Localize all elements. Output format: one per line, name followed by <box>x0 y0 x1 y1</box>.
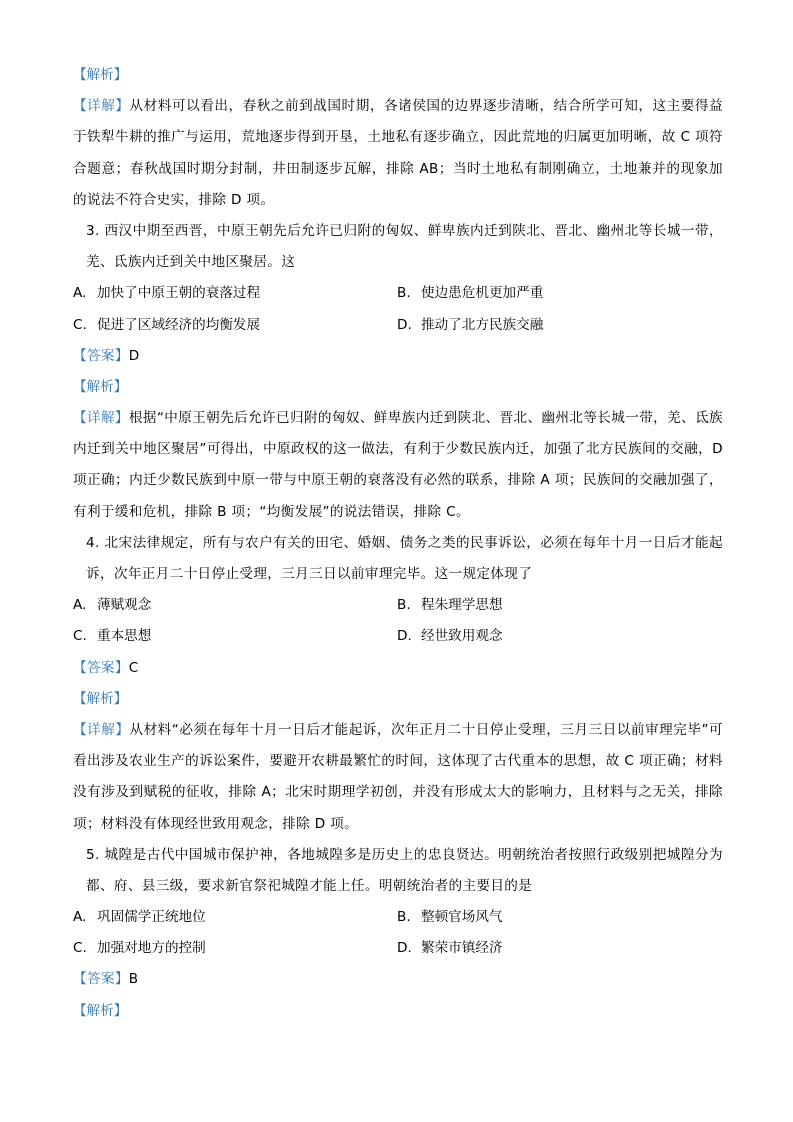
question-4-stem: 4. 北宋法律规定，所有与农户有关的田宅、婚姻、债务之类的民事诉讼，必须在每年十月一日后才能起 <box>86 534 723 551</box>
choice-d[interactable] <box>397 310 721 341</box>
answer-line <box>73 964 723 995</box>
answer-line <box>73 653 723 684</box>
question-5-stem: 5. 城隍是古代中国城市保护神，各地城隍多是历史上的忠良贤达。明朝统治者按照行政级别把城隍分为 <box>86 846 723 863</box>
answer-value: B <box>128 971 139 988</box>
question-3-choices-row <box>73 310 723 341</box>
detail-line: 看出涉及农业生产的诉讼案件，要避开农耕最繁忙的时间，这体现了古代重本的思想，故 C 项正确；材料 <box>73 753 723 770</box>
choice-letter: D. <box>397 628 412 645</box>
detail-text: 从材料可以看出，春秋之前到战国时期，各诸侯国的边界逐步清晰，结合所学可知，这主要得益 <box>129 98 723 115</box>
detail-line <box>73 403 723 434</box>
choice-letter: B. <box>397 909 411 926</box>
answer-tag: 【答案】 <box>73 971 129 988</box>
choice-letter: D. <box>397 940 412 957</box>
analysis-tag: 【解析】 <box>73 67 128 83</box>
detail-line: 有利于缓和危机，排除 B 项；“均衡发展”的说法错误，排除 C。 <box>73 503 470 520</box>
choice-text: 整顿官场风气 <box>421 909 503 926</box>
choice-b[interactable] <box>397 590 721 621</box>
detail-tag: 【详解】 <box>73 98 130 115</box>
detail-line: 没有涉及到赋税的征收，排除 A；北宋时期理学初创，并没有形成太大的影响力，且材料与之无关，排除 <box>73 784 723 801</box>
detail-line: 于铁犁牛耕的推广与运用，荒地逐步得到开垦，土地私有逐步确立，因此荒地的归属更加明晰，故 C 项符 <box>73 129 723 146</box>
document-page <box>73 60 723 1027</box>
choice-b[interactable] <box>397 278 721 309</box>
choice-a[interactable] <box>73 590 397 621</box>
detail-line: 内迁到关中地区聚居”可得出，中原政权的这一做法，有利于少数民族内迁，加强了北方民族间的交融，D <box>73 441 723 458</box>
question-3-stem: 3. 西汉中期至西晋，中原王朝先后允许已归附的匈奴、鲜卑族内迁到陕北、晋北、幽州北等长城一带， <box>86 222 723 239</box>
question-5-stem-cont: 都、府、县三级，要求新官祭祀城隍才能上任。明朝统治者的主要目的是 <box>86 877 533 894</box>
choice-letter: B. <box>397 597 411 614</box>
detail-text: 根据“中原王朝先后允许已归附的匈奴、鲜卑族内迁到陕北、晋北、幽州北等长城一带，羌、氐族 <box>128 410 723 427</box>
answer-line <box>73 341 723 372</box>
choice-d[interactable] <box>397 621 721 652</box>
detail-line: 项正确；内迁少数民族到中原一带与中原王朝的衰落没有必然的联系，排除 A 项；民族间的交融加强了， <box>73 472 723 489</box>
choice-c[interactable] <box>73 933 397 964</box>
choice-letter: A. <box>73 909 87 926</box>
analysis-tag: 【解析】 <box>73 378 128 395</box>
choice-text: 推动了北方民族交融 <box>421 316 544 333</box>
choice-letter: A. <box>73 597 87 614</box>
answer-value: C <box>128 659 139 676</box>
analysis-tag: 【解析】 <box>73 690 128 707</box>
choice-letter: B. <box>397 285 411 302</box>
answer-value: D <box>128 347 140 364</box>
question-4-choices-row <box>73 590 723 621</box>
choice-letter: A. <box>73 285 87 302</box>
choice-letter: C. <box>73 316 87 333</box>
detail-line: 项；材料没有体现经世致用观念，排除 D 项。 <box>73 815 359 832</box>
choice-a[interactable] <box>73 902 397 933</box>
choice-c[interactable] <box>73 621 397 652</box>
detail-line: 合题意；春秋战国时期分封制，井田制逐步瓦解，排除 AB；当时土地私有制刚确立，土地兼并的现象加 <box>73 160 723 177</box>
detail-line <box>73 91 723 122</box>
choice-text: 使边患危机更加严重 <box>421 285 544 302</box>
choice-text: 程朱理学思想 <box>421 597 503 614</box>
choice-c[interactable] <box>73 310 397 341</box>
question-3-choices-row <box>73 278 723 309</box>
choice-letter: D. <box>397 316 412 333</box>
choice-text: 重本思想 <box>97 628 152 645</box>
choice-letter: C. <box>73 628 87 645</box>
question-5-choices-row <box>73 902 723 933</box>
detail-line <box>73 715 723 746</box>
detail-text: 从材料“必须在每年十月一日后才能起诉，次年正月二十日停止受理，三月三日以前审理完毕”可 <box>129 721 723 738</box>
choice-text: 促进了区域经济的均衡发展 <box>97 316 261 333</box>
question-4-stem-cont: 诉，次年正月二十日停止受理，三月三日以前审理完毕。这一规定体现了 <box>86 566 533 582</box>
choice-text: 加强对地方的控制 <box>97 940 206 957</box>
choice-letter: C. <box>73 940 87 957</box>
choice-a[interactable] <box>73 278 397 309</box>
question-5-choices-row <box>73 933 723 964</box>
detail-tag: 【详解】 <box>73 721 130 738</box>
choice-text: 巩固儒学正统地位 <box>97 909 206 926</box>
answer-tag: 【答案】 <box>73 659 129 676</box>
answer-tag: 【答案】 <box>73 347 129 364</box>
choice-d[interactable] <box>397 933 721 964</box>
detail-line: 的说法不符合史实，排除 D 项。 <box>73 191 275 208</box>
question-3-stem-cont <box>73 247 723 278</box>
question-4-choices-row <box>73 621 723 652</box>
analysis-tag: 【解析】 <box>73 1002 128 1019</box>
choice-text: 薄赋观念 <box>97 597 152 614</box>
question-3-stem-text: 羌、氐族内迁到关中地区聚居。这 <box>86 254 296 271</box>
choice-text: 经世致用观念 <box>421 628 503 645</box>
choice-text: 加快了中原王朝的衰落过程 <box>97 285 261 302</box>
choice-b[interactable] <box>397 902 721 933</box>
choice-text: 繁荣市镇经济 <box>421 940 503 957</box>
detail-tag: 【详解】 <box>73 410 129 427</box>
